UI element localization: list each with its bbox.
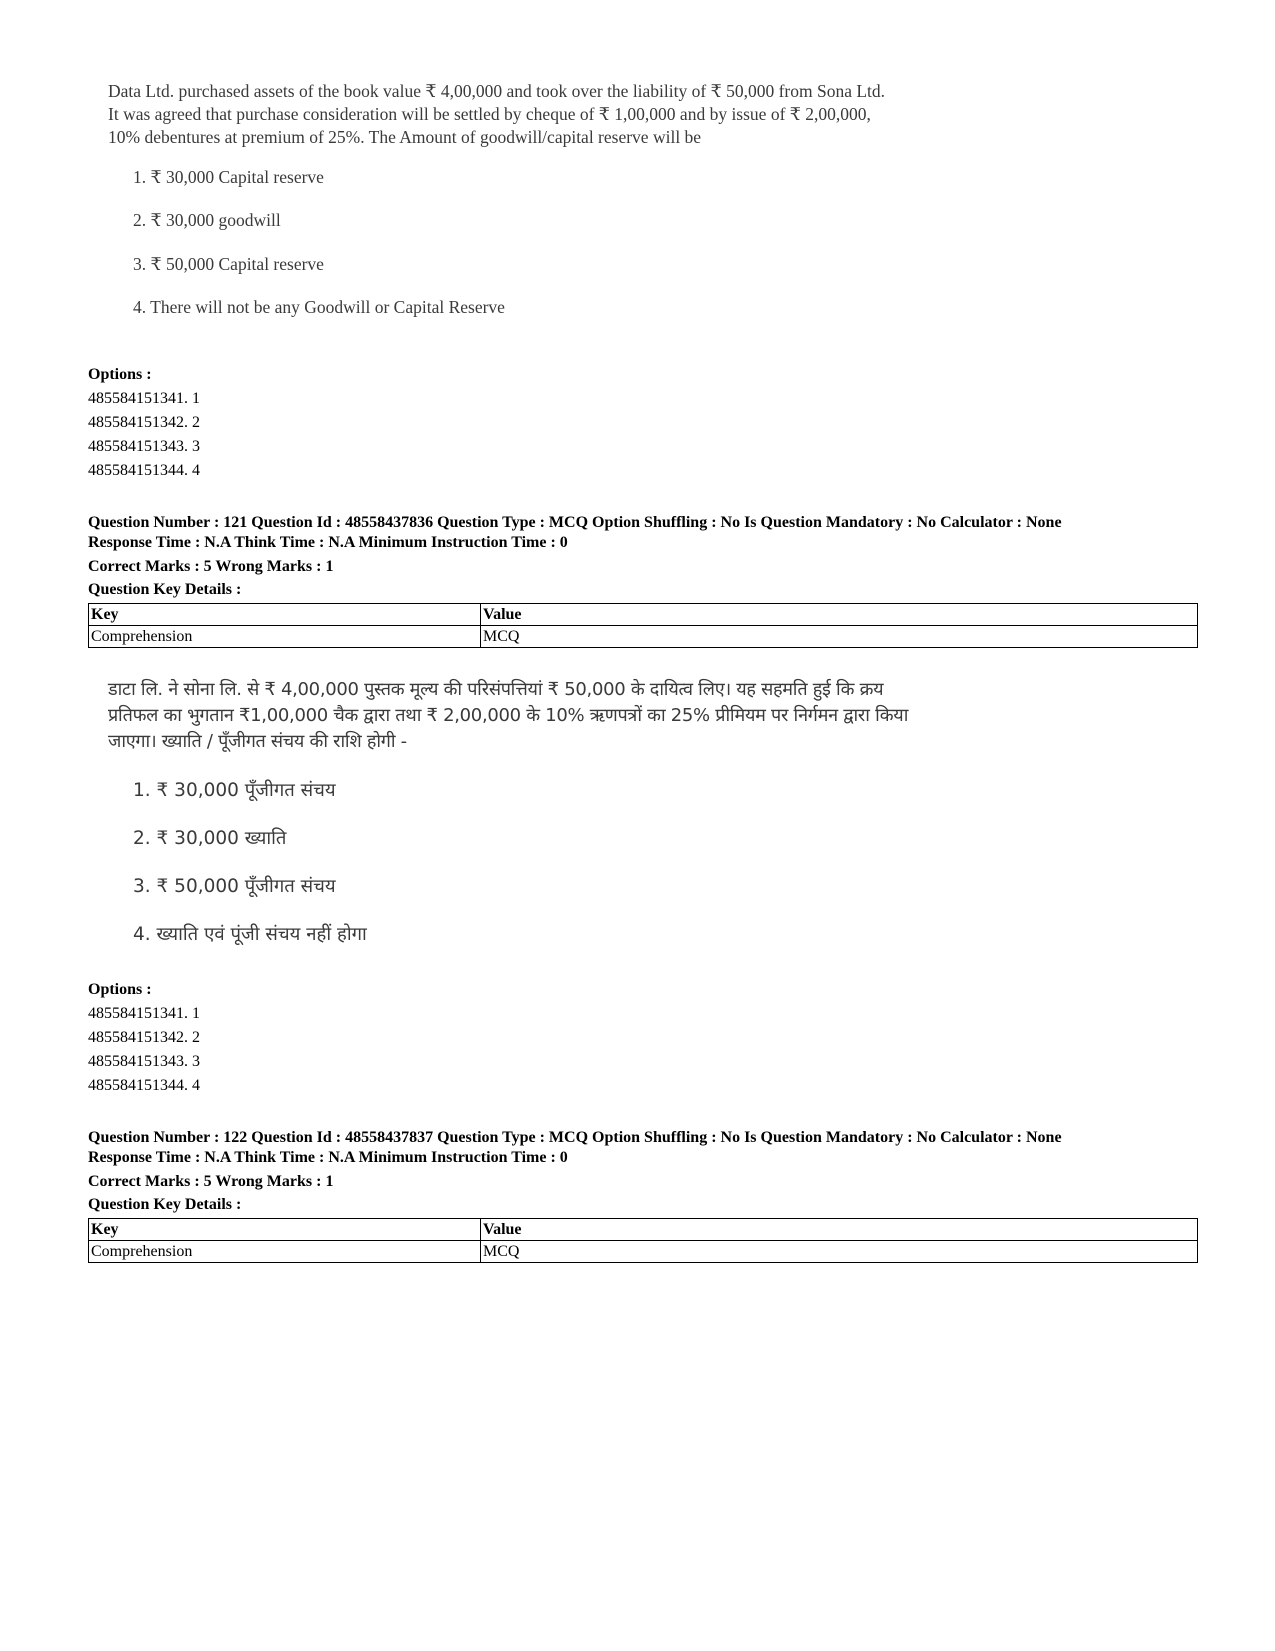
image-option: 1. ₹ 30,000 पूँजीगत संचय bbox=[133, 780, 336, 801]
table-cell: MCQ bbox=[481, 626, 1198, 648]
table-header: Value bbox=[481, 1219, 1198, 1241]
image-option: 2. ₹ 30,000 ख्याति bbox=[133, 828, 287, 849]
question-header bbox=[88, 513, 1198, 600]
question-timing: Response Time : N.A Think Time : N.A Minimum Instruction Time : 0 bbox=[88, 534, 568, 551]
question-key-table bbox=[88, 603, 1198, 648]
question-stem-line: 10% debentures at premium of 25%. The Amount of goodwill/capital reserve will be bbox=[108, 127, 702, 147]
table-header: Key bbox=[89, 1219, 481, 1241]
image-option: 3. ₹ 50,000 पूँजीगत संचय bbox=[133, 876, 336, 897]
table-cell: Comprehension bbox=[89, 1241, 481, 1263]
option-item: 485584151343. 3 bbox=[88, 1053, 200, 1070]
question-stem-line: जाएगा। ख्याति / पूँजीगत संचय की राशि होगी - bbox=[108, 731, 407, 752]
table-cell: MCQ bbox=[481, 1241, 1198, 1263]
option-item: 485584151342. 2 bbox=[88, 414, 200, 431]
question-meta: Question Number : 121 Question Id : 48558437836 Question Type : MCQ Option Shuffling : No Is Question Mandatory : No Calculator : None bbox=[88, 514, 1062, 531]
table-header-row bbox=[89, 604, 1198, 626]
question-stem-line: प्रतिफल का भुगतान ₹1,00,000 चैक द्वारा तथा ₹ 2,00,000 के 10% ऋणपत्रों का 25% प्रीमियम पर निर्गमन द्वारा किया bbox=[108, 705, 909, 726]
option-item: 485584151344. 4 bbox=[88, 462, 200, 479]
option-item: 485584151342. 2 bbox=[88, 1029, 200, 1046]
key-details-heading: Question Key Details : bbox=[88, 1196, 242, 1213]
option-item: 485584151341. 1 bbox=[88, 1005, 200, 1022]
question-image-hindi bbox=[108, 677, 1008, 947]
question-stem-line: It was agreed that purchase consideration will be settled by cheque of ₹ 1,00,000 and by issue of ₹ 2,00,000, bbox=[108, 104, 871, 124]
image-option: 1. ₹ 30,000 Capital reserve bbox=[133, 167, 324, 187]
image-option: 2. ₹ 30,000 goodwill bbox=[133, 210, 281, 230]
table-row bbox=[89, 626, 1198, 648]
image-option: 4. ख्याति एवं पूंजी संचय नहीं होगा bbox=[133, 924, 367, 945]
question-marks: Correct Marks : 5 Wrong Marks : 1 bbox=[88, 558, 334, 575]
image-option: 4. There will not be any Goodwill or Capital Reserve bbox=[133, 297, 505, 317]
question-image-english bbox=[108, 80, 1008, 340]
options-list bbox=[88, 363, 1198, 483]
question-key-table bbox=[88, 1218, 1198, 1263]
table-header: Key bbox=[89, 604, 481, 626]
image-option: 3. ₹ 50,000 Capital reserve bbox=[133, 254, 324, 274]
question-meta: Question Number : 122 Question Id : 48558437837 Question Type : MCQ Option Shuffling : No Is Question Mandatory : No Calculator : None bbox=[88, 1129, 1062, 1146]
question-marks: Correct Marks : 5 Wrong Marks : 1 bbox=[88, 1173, 334, 1190]
options-heading: Options : bbox=[88, 981, 152, 998]
options-list bbox=[88, 978, 1198, 1098]
option-item: 485584151344. 4 bbox=[88, 1077, 200, 1094]
table-header-row bbox=[89, 1219, 1198, 1241]
key-details-heading: Question Key Details : bbox=[88, 581, 242, 598]
table-header: Value bbox=[481, 604, 1198, 626]
options-heading: Options : bbox=[88, 366, 152, 383]
question-stem-line: Data Ltd. purchased assets of the book value ₹ 4,00,000 and took over the liability of ₹ 50,000 from Sona Ltd. bbox=[108, 81, 886, 101]
question-timing: Response Time : N.A Think Time : N.A Minimum Instruction Time : 0 bbox=[88, 1149, 568, 1166]
table-row bbox=[89, 1241, 1198, 1263]
question-header bbox=[88, 1128, 1198, 1215]
table-cell: Comprehension bbox=[89, 626, 481, 648]
option-item: 485584151341. 1 bbox=[88, 390, 200, 407]
question-stem-line: डाटा लि. ने सोना लि. से ₹ 4,00,000 पुस्तक मूल्य की परिसंपत्तियां ₹ 50,000 के दायित्व लिए। यह सहमति हुई कि क्रय bbox=[108, 679, 884, 700]
option-item: 485584151343. 3 bbox=[88, 438, 200, 455]
